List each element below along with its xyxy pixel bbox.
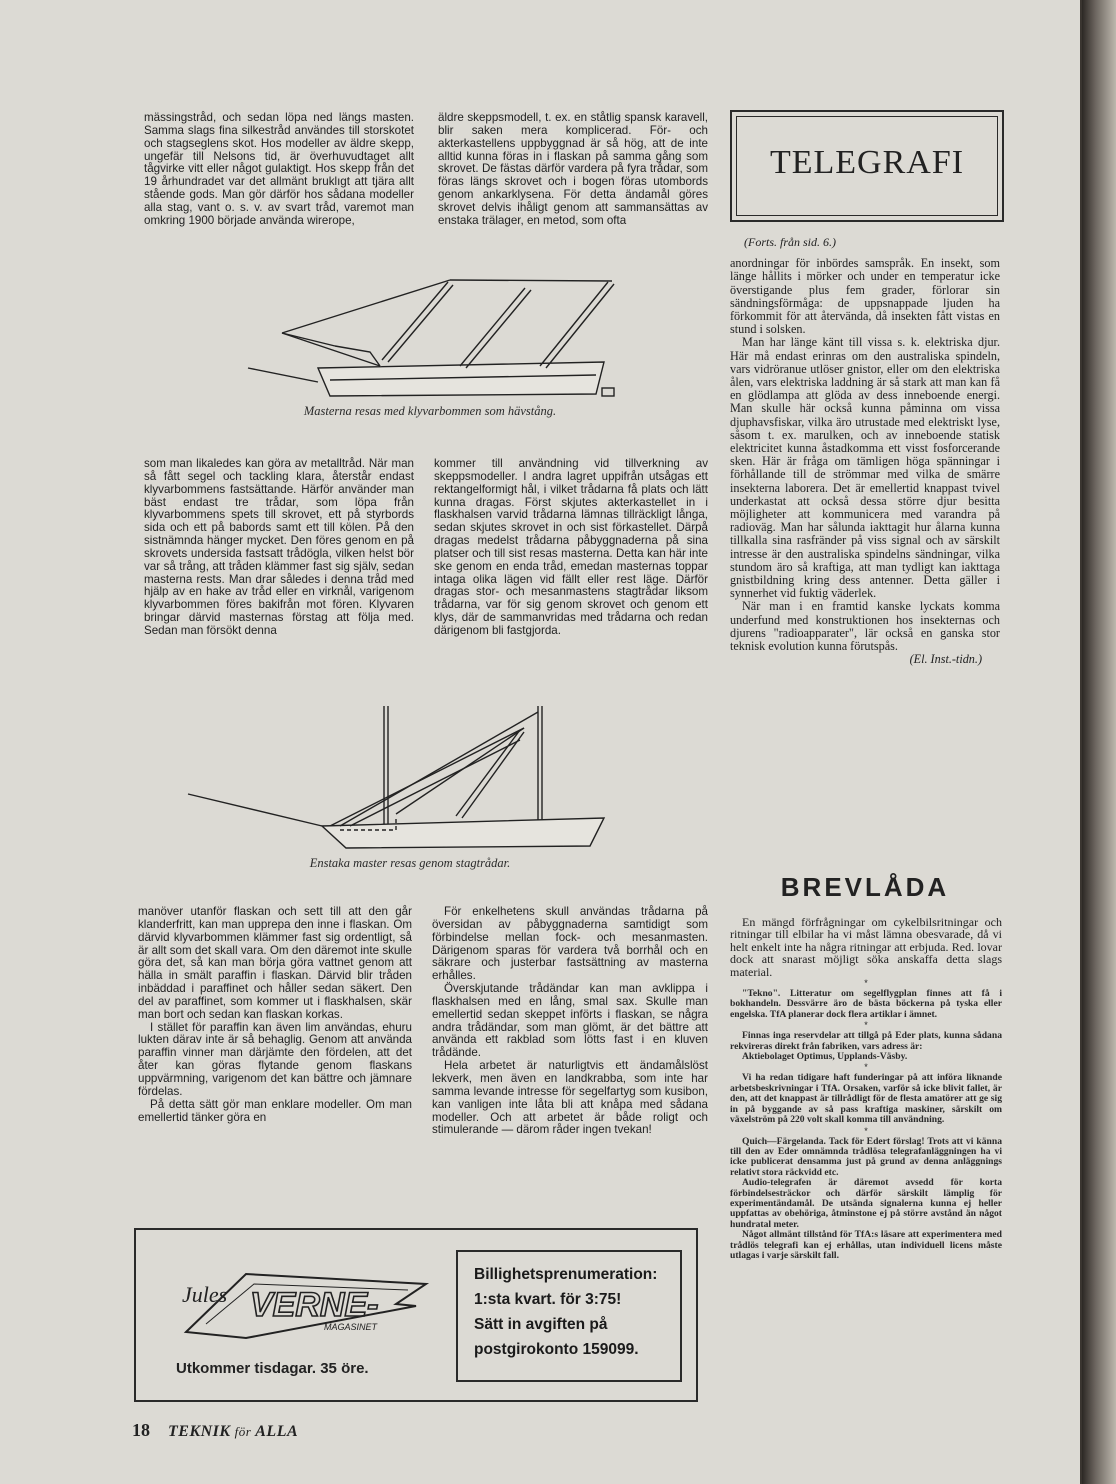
ship-illustration-stays (0, 0, 720, 870)
telegrafi-text: Man har länge känt till vissa s. k. elektriska djur. Här må endast erinras om den australiska spindeln, vars vidröranue utlöser gnistor, eller om den elektriska ålen, vars elektriska laddning är så stark att man kan få en glödlampa att glöda av dess inneboende energi. Man skulle här också kunna påminna om vissa djuphavsfiskar, vilka äro utrustade med elektriskt lyse, såsom t. ex. marulken, och av inneboende statisk elektricitet kunna åstadkomma ett visst fosforcerande sken. Här är fråga om tämligen höga spänningar i förhållande till de strömmar med vilka de smärre insekterna laborera. Det är emellertid knappast tvivel underkastat att också dessa större djur besitta möjligheter att kommunicera med varandra på radioväg. Man har sålunda iakttagit hur ålarna kunna tillkalla sina rasfränder på viss signal och av särskilt intresse är den australiska spindelns sändningar, vilka stundom äro så kraftiga, att man tydligt kan iakttaga gnistbildning kring dess antenner. Detta gäller i synnerhet vid fuktig väderlek. (730, 335, 1000, 601)
article-text: Hela arbetet är naturligtvis ett ändamålslöst lekverk, men även en landkrabba, som inte har samma levande intresse för segelfartyg som kusibon, kan vanligen inte låta bli att knåpa med sådana modeller. Och att arbetet är både roligt och stimulerande — därom råder ingen tvekan! (432, 1059, 708, 1137)
separator-star: * (864, 1020, 868, 1031)
brevlada-answer: Audio-telegrafen är däremot avsedd för korta förbindelsesträckor och därför särskilt lämplig för experimentändamål. De utsända signalerna kunna ej heller uppfattas av obehöriga, åtminstone ej på större avstånd än något hundratal meter. (730, 1177, 1002, 1230)
article-text: I stället för paraffin kan även lim användas, ehuru lukten därav inte är så behaglig. Genom att använda paraffin vinner man därjämte den fördelen, att det åter kan göras flytande genom flaskans uppvärmning, varigenom det kan bättre och jämnare fördelas. (138, 1020, 412, 1098)
separator-star: * (864, 978, 868, 989)
brevlada-answer: Vi ha redan tidigare haft funderingar på att införa liknande arbetsbeskrivningar i TfA. Orsaken, varför så icke blivit fallet, är den, att det knappast är tillrådligt för de flesta amatörer att ge sig in på byggande av så pass kraftiga maskiner, särskilt om växelström på 220 volt skall komma till användning. (730, 1072, 1002, 1126)
logo-main: VERNE- (250, 1286, 379, 1324)
magazine-name-alla: ALLA (255, 1423, 299, 1440)
separator-star: * (864, 1125, 868, 1136)
jules-verne-advertisement (134, 1228, 698, 1402)
subscription-price: 1:sta kvart. för 3:75! (474, 1291, 622, 1308)
magazine-name: TEKNIK (168, 1423, 231, 1440)
logo-sub: MAGASINET (324, 1322, 378, 1332)
page-footer (132, 1420, 298, 1441)
continued-note: (Forts. från sid. 6.) (744, 235, 837, 249)
brevlada-answer: Något allmänt tillstånd för TfA:s läsare att experimentera med trådlös telegrafi kan ej erhållas, utan individuell licens måste utlagas i varje särskilt fall. (730, 1229, 1002, 1261)
article-text: mässingstråd, och sedan löpa ned längs masten. Samma slags fina silkestråd användes till storskotet och stagseglens skot. Hos modeller av äldre skepp, ungefär till Nelsons tid, är överhuvudtaget allt tågvirke vitt eller något gulaktigt. Hos skepp från det 19 århundradet var det allmänt bruklıgt att tjära allt stående gods. Man gör därför hos sådana modeller alla stag, vant o. s. v. av svart tråd, varemot man omkring 1900 började använda wirerope, (144, 111, 414, 227)
article-text: äldre skeppsmodell, t. ex. en ståtlig spansk karavell, blir saken mera komplicerad. För- och akterkastellens uppbyggnad är så hög, att de inte alltid kunna föras in i flaskan på samma gång som skrovet. De fästas därför vardera på fyra trådar, som föras längs skrovet och i bogen föras utombords genom ankarklysena. För detta ändamål göres skrovet delvis ihåligt genom att sammansättas av enstaka trälager, en metod, som ofta (438, 111, 708, 227)
brevlada-address: Aktiebolaget Optimus, Upplands-Väsby. (742, 1051, 908, 1063)
magazine-name-for: för (234, 1424, 252, 1439)
telegrafi-header-box (730, 110, 1004, 222)
source-note: (El. Inst.-tidn.) (909, 652, 982, 667)
subscription-box (456, 1250, 682, 1382)
article-text: manöver utanför flaskan och sett till att den går klanderfritt, kan man upprepa den inne i flaskan. Om därvid klyvarbommen klämmer fast sig ordentligt, så är allt som det skall vara. Om den däremot inte skulle göra det, så kan man börja göra vattnet genom att hälla in smält paraffin i flaskan. Därvid blir tråden inbäddad i paraffinet och håller sedan säkert. Den del av paraffinet, som kommer ut i flaskhalsen, skär man bort och sedan kan flaskan korkas. (138, 905, 412, 1021)
article-text: Överskjutande trådändar kan man avklippa i flaskhalsen med en lång, smal sax. Skulle man emellertid sedan skeppet införts i flaskan, se några andra trådändar, som man glömt, är det bättre att använda ett rakblad som lötts fast i en kluven trådände. (432, 982, 708, 1060)
brevlada-answer: "Tekno". Litteratur om segelflygplan finnes att få i bokhandeln. Dessvärre äro de bästa böckerna på tyska eller engelska. TfA planerar dock flera artiklar i ämnet. (730, 988, 1002, 1020)
article-text: som man likaledes kan göra av metalltråd. När man så fått segel och tackling klara, återstår endast klyvarbommens fastsättande. Härför använder man bäst endast tre trådar, som löpa från klyvarbommens spets till skrovet, ett på styrbords sida och ett på babords samt ett till kölen. På den sistnämnda hänger mycket. Den föres genom en på skrovets undersida fastsatt trådögla, vilken helst bör var så trång, att tråden klämmer fast sig själv, sedan masterna rests. Man drar således i denna tråd med hjälp av en hake av tråd eller en virknål, varigenom klyvarbommen föres bakifrån mot fören. Klyvaren bringar därvid masternas förstag att följa med. Sedan man försökt denna (144, 457, 414, 637)
separator-star: * (864, 1062, 868, 1073)
article-text: För enkelhetens skull användas trådarna på översidan av påbyggnaderna samtidigt som förbindelse mellan fock- och mesanmasten. Därigenom sparas för vardera två borrhål och en säkrare och justerbar fastsättning av masterna erhålles. (432, 905, 708, 983)
figure-caption-1: Masterna resas med klyvarbommen som hävstång. (303, 404, 557, 418)
figure-caption-2: Enstaka master resas genom stagtrådar. (309, 856, 511, 870)
ad-price-line: Utkommer tisdagar. 35 öre. (176, 1360, 369, 1377)
article-text: kommer till användning vid tillverkning av skeppsmodeller. I andra lagret uppifrån utsågas ett rektangelformigt hål, i vilket trådarna få plats och lätt kunna dragas. Först skjutes akterkastellet in i flaskhalsen varvid trådarna lämnas tillräckligt långa, sedan skjutes skrovet in och sist förkastellet. Därpå dragas medelst trådarna påbyggnaderna på sina platser och till sist resas masterna. Detta kan här inte ske genom en enda tråd, emedan masternas toppar intaga olika lägen vid fällt eller rest läge. Därför dragas stor- och mesanmastens stagtrådar liksom trådarna, var för sig genom skrovet och genom ett klys, där de sammanvridas med trådarna och redan därigenom bli fastgjorda. (434, 457, 708, 637)
page-number: 18 (132, 1420, 150, 1440)
subscription-instruction: Sätt in avgiften på (474, 1316, 608, 1333)
telegrafi-title: TELEGRAFI (769, 144, 965, 181)
brevlada-title: BREVLÅDA (780, 872, 950, 902)
brevlada-column (730, 916, 1002, 1261)
article-column-2-bottom (432, 906, 708, 1137)
article-text: På detta sätt gör man enklare modeller. Om man emellertid tänker göra en (138, 1097, 412, 1124)
subscription-heading: Billighetsprenumeration: (474, 1266, 658, 1283)
brevlada-answer: Finnas inga reservdelar att tillgå på Eder plats, kunna sådana rekvireras direkt från fabriken, vars adress är: (730, 1030, 1002, 1052)
magazine-logo (176, 1254, 436, 1344)
brevlada-intro: En mängd förfrågningar om cykelbilsritningar och ritningar till elbilar ha vi måst lämna obesvarade, då vi helt enkelt inte ha några ritningar att erbjuda. Red. lovar dock att snarast möjligt söka anskaffa detta slags material. (730, 915, 1002, 979)
telegrafi-text: När man i en framtid kanske lyckats komma underfund med konstruktionen hos insekternas och djurens "radioapparater", lär också en ganska stor teknisk evolution kunna förutspås. (730, 599, 1000, 654)
article-column-1-bottom (138, 906, 412, 1124)
telegrafi-column (730, 236, 1000, 667)
binding-edge (1082, 0, 1116, 1484)
subscription-account: postgirokonto 159099. (474, 1341, 639, 1358)
brevlada-answer: Quich—Färgelanda. Tack för Edert förslag! Trots att vi känna till den av Eder omnämnda trådlösa telegrafanläggningen ha vi icke publicerat densamma just på grund av denna anläggnings relativt stora räckvidd etc. (730, 1135, 1002, 1178)
telegrafi-text: anordningar för inbördes samspråk. En insekt, som länge hållits i mörker och under en temperatur icke överstigande plus fem grader, förlorar sin sändningsförmåga: de uppsnappade ljuden ha förkommit för att återvända, då insekten fått vistas en stund i solsken. (730, 256, 1000, 337)
logo-script: Jules (182, 1282, 228, 1307)
